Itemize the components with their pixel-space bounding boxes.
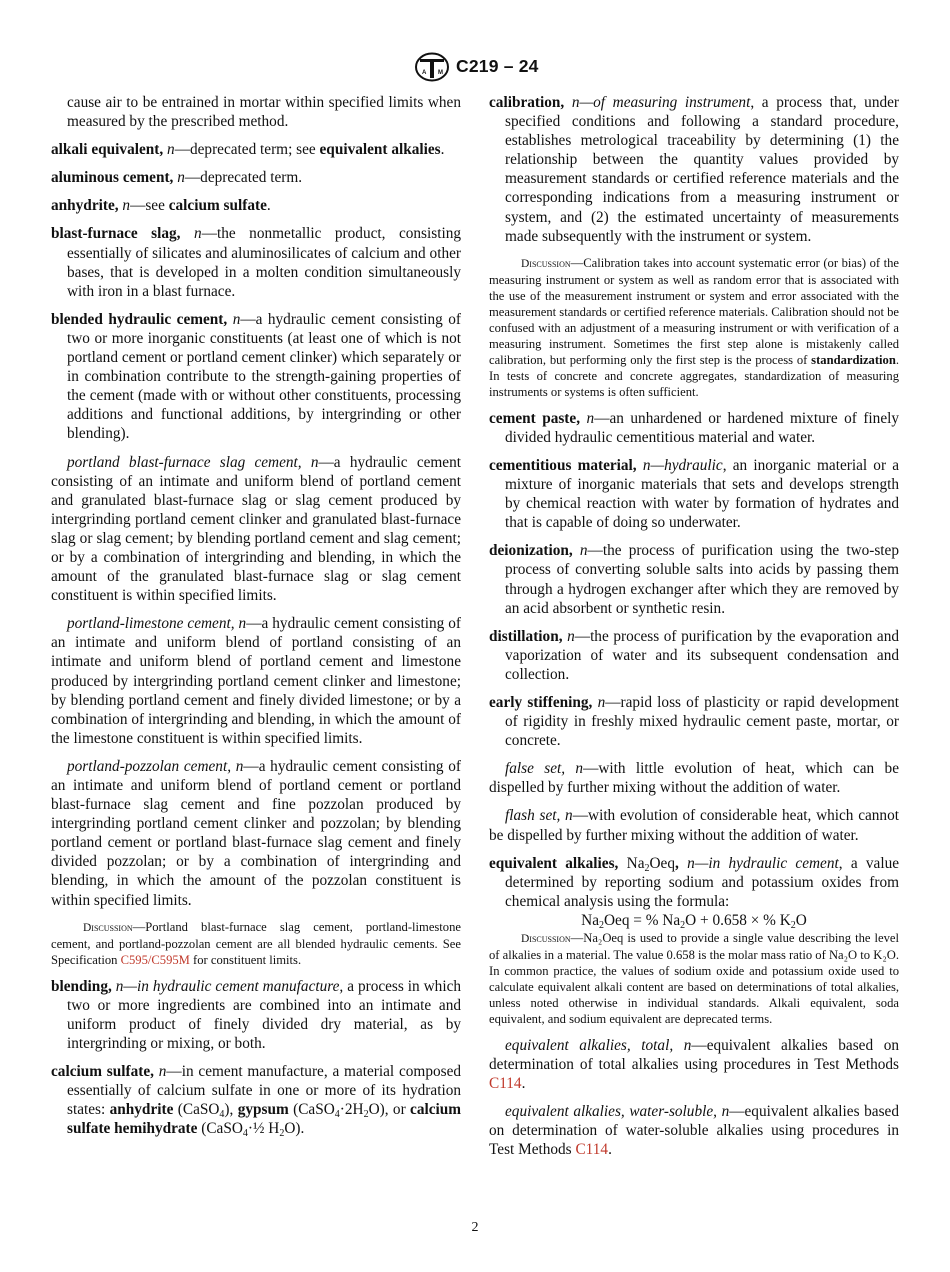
entry-portland-pozzolan-cement: portland-pozzolan cement, n—a hydraulic cement consisting of an intimate and uniform blend of portland cement or portland blast-furnace slag cement and fine pozzolan produced by intergrinding portland cement clinker and pozzolan; by blending portland cement or portland blast-furnace slag cement and finely divided pozzolan; or by a combination of intergrinding and blending, in which the amount of the pozzolan constituent is within specified limits. xyxy=(51,757,461,909)
entry-calibration: calibration, n—of measuring instrument, a process that, under specified conditions and following a standard procedure, establishes metrological traceability by determining (1) the relationship between the quantity values provided by measurement standards or certified reference materials and the corresponding indications from a measuring instrument or system, and (2) the estimated uncertainty of measurements made subsequently with the instrument or system. xyxy=(489,94,899,245)
entry-blending: blending, n—in hydraulic cement manufacture, a process in which two or more ingredients are combined into an intimate and uniform product of finely divided dry material, as by intergrinding or mixing, or both. xyxy=(51,977,462,1052)
entry-portland-limestone-cement: portland-limestone cement, n—a hydraulic cement consisting of an intimate and uniform blend of portland consisting of an intimate and uniform blend of portland cement and limestone produced by intergrinding portland cement clinker and limestone; by blending portland cement and finely divided limestone; or by a combination of intergrinding and blending, in which the amount of the limestone constituent is within specified limits. xyxy=(51,615,461,747)
discussion-blended-cements: Discussion—Portland blast-furnace slag cement, portland-limestone cement, and portland-pozzolan cement are all blended hydraulic cements. See Specification C595/C595M for constituent limits. xyxy=(51,919,461,967)
entry-continuation: cause air to be entrained in mortar within specified limits when measured by the prescribed method. xyxy=(67,94,461,131)
discussion-calibration: Discussion—Calibration takes into account systematic error (or bias) of the measuring instrument or system as well as random error that is associated with the use of the measurement instrument or system and error associated with the measurement standards or certified reference materials. Calibration should not be confused with an adjustment of a measuring instrument or with verification of a measuring instrument. Sometimes the first step alone is mistakenly called calibration, but performing only the first step is the process of standardization. In tests of concrete and concrete aggregates, standardization of measuring instruments or systems is often sufficient. xyxy=(489,255,899,399)
page-number: 2 xyxy=(471,1220,479,1235)
entry-portland-blast-furnace-slag-cement: portland blast-furnace slag cement, n—a hydraulic cement consisting of an intimate and uniform blend of portland cement and granulated blast-furnace slag or slag cement produced by intergrinding portland cement clinker and granulated blast-furnace slag or slag cement; by blending portland cement and slag cement; or by a combination of intergrinding and blending, in which the amount of the granulated blast-furnace slag or slag cement constituent is within specified limits. xyxy=(51,453,461,605)
svg-text:A: A xyxy=(422,70,427,76)
entry-equivalent-alkalies-total: equivalent alkalies, total, n—equivalent alkalies based on determination of total alkalies using procedures in Test Methods C114. xyxy=(489,1037,899,1093)
entry-distillation: distillation, n—the process of purification by the evaporation and vaporization of water and its subsequent condensation and collection. xyxy=(489,627,899,683)
document-designation: C219 – 24 xyxy=(456,56,539,76)
entry-blast-furnace-slag: blast-furnace slag, n—the nonmetallic product, consisting essentially of silicates and aluminosilicates of calcium and other bases, that is developed in a molten condition simultaneously with iron in a blast furnace. xyxy=(51,225,462,300)
discussion-equivalent-alkalies: Discussion—Na₂Oeq is used to provide a single value describing the level of alkalies in a material. The value 0.658 is the molar mass ratio of Na₂O to K₂O. In common practice, the values of sodium oxide and potassium oxide used to calculate equivalent alkali content are based on determinations of total alkalies, unless noted otherwise in individual standards. Alkali equivalent, soda equivalent, and sodium equivalent are deprecated terms. xyxy=(489,931,899,1026)
entry-alkali-equivalent: alkali equivalent, n—deprecated term; see equivalent alkalies. xyxy=(51,141,445,159)
page-header xyxy=(0,52,950,84)
entry-aluminous-cement: aluminous cement, n—deprecated term. xyxy=(51,169,303,187)
link-c114[interactable]: C114 xyxy=(489,1075,522,1093)
right-column xyxy=(489,93,899,1169)
left-column xyxy=(51,93,461,1147)
entry-cement-paste: cement paste, n—an unhardened or hardened mixture of finely divided hydraulic cementitious material and water. xyxy=(489,409,900,446)
link-c595[interactable]: C595/C595M xyxy=(120,952,190,967)
formula-equivalent-alkalies: $Na_2Oeq$ = % $Na_2O + 0.658$ × % $K_2O$ xyxy=(581,911,807,931)
entry-equivalent-alkalies-water-soluble: equivalent alkalies, water-soluble, n—equivalent alkalies based on determination of water-soluble alkalies using procedures in Test Methods C114. xyxy=(489,1103,899,1159)
entry-early-stiffening: early stiffening, n—rapid loss of plasticity or rapid development of rigidity in freshly mixed hydraulic cement paste, mortar, or concrete. xyxy=(489,693,900,750)
entry-anhydrite: anhydrite, n—see calcium sulfate. xyxy=(51,197,271,215)
astm-logo-icon xyxy=(414,52,450,82)
svg-text:M: M xyxy=(438,70,443,76)
link-c114[interactable]: C114 xyxy=(575,1141,609,1159)
entry-flash-set: flash set, n—with evolution of considerable heat, which cannot be dispelled by further mixing without the addition of water. xyxy=(489,807,899,844)
entry-deionization: deionization, n—the process of purification using the two-step process of converting soluble salts into acids by passing them through a hydrogen exchanger after which they are removed by an acid absorbent or synthetic resin. xyxy=(489,542,899,617)
entry-blended-hydraulic-cement: blended hydraulic cement, n—a hydraulic cement consisting of two or more inorganic constituents (at least one of which is not portland cement or portland cement clinker) which separately or in combination contribute to the strength-gaining properties of the cement (made with or without other constituents, processing additions and functional additions, by intergrinding or other blending). xyxy=(51,310,461,443)
entry-cementitious-material: cementitious material, n—hydraulic, an inorganic material or a mixture of inorganic materials that sets and develops strength by chemical reaction with water by formation of hydrates and that is capable of doing so underwater. xyxy=(489,456,899,532)
entry-calcium-sulfate: calcium sulfate, n—in cement manufacture, a material composed essentially of calcium sulfate in one or more of its hydration states: anhydrite (CaSO$_4$), gypsum $(CaSO_4\cdot 2H_2O)$, or calcium sulfate hemihydrate (CaSO$_4$·½ $H_2O$). xyxy=(51,1063,462,1140)
entry-false-set: false set, n—with little evolution of heat, which can be dispelled by further mixing without the addition of water. xyxy=(489,760,899,797)
entry-equivalent-alkalies: equivalent alkalies, $Na_2Oeq$, n—in hydraulic cement, a value determined by reporting sodium and potassium oxides from chemical analysis using the formula: xyxy=(489,854,900,910)
